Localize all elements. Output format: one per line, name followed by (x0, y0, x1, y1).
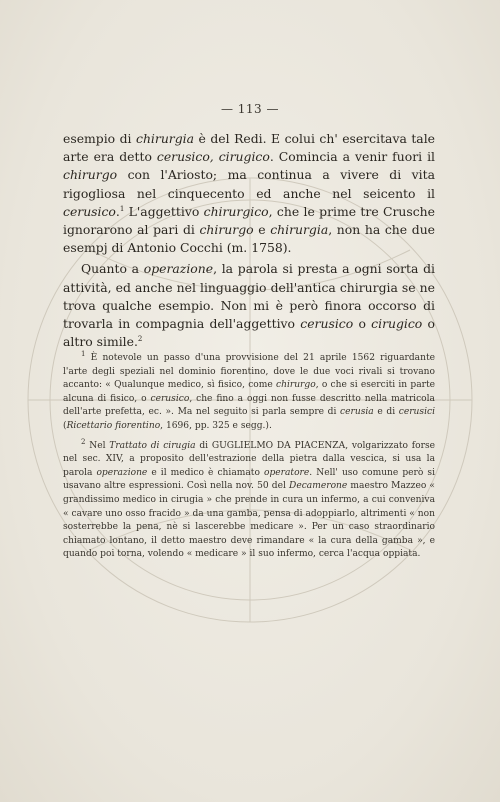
italic-term: Ricettario fiorentino (66, 420, 161, 431)
footnote-marker: 2 (81, 437, 86, 446)
italic-term: cerusico (300, 316, 354, 332)
italic-term: chirurgico (203, 203, 269, 219)
italic-term: chirurgia (270, 222, 329, 238)
text-run: e (253, 222, 271, 238)
text-run: è del Redi. E colui ch' esercitava tale arte era detto (63, 131, 435, 165)
text-run: , 1696, pp. 325 e segg.). (160, 420, 272, 431)
italic-term: chirurgia (136, 131, 195, 146)
footnote-ref: 2 (137, 335, 143, 344)
footnote (63, 349, 435, 434)
text-run: o (353, 316, 372, 332)
italic-term: cerusico (63, 203, 116, 219)
footnote-marker: 1 (81, 349, 86, 358)
text-run: Quanto a (81, 261, 144, 277)
text-run: e di (373, 407, 399, 418)
text-run: di GUGLIELMO DA PIACENZA, volgarizzato forse nel sec. XIV, a proposito dell'estrazione della pietra dalla vescica, si usa la parola (63, 440, 435, 478)
italic-term: chirurgo (276, 380, 316, 391)
italic-term: cerusia (340, 407, 374, 418)
text-run: esempio di (63, 131, 137, 146)
page-number: — 113 — (220, 102, 280, 116)
text-run: . (115, 203, 120, 219)
italic-term: Trattato di cirugia (109, 440, 196, 451)
text-run: Nel (85, 440, 110, 451)
text-run: , che fino a oggi non fusse descritto nella matricola dell'arte prefetta, ec. ». Ma nel seguito si parla sempre di (63, 393, 435, 418)
italic-term: chirurgo (63, 167, 118, 183)
text-run: o altro simile. (63, 316, 435, 350)
footnotes (63, 349, 435, 562)
italic-term: cerusico, cirugico (156, 149, 270, 165)
text-run: con l'Ariosto; ma continua a vivere di vita rigogliosa nel cinquecento ed anche nel seicento il (63, 167, 435, 201)
text-run: . Nell' uso comune però si usavano altre espressioni. Così nella nov. 50 del (63, 467, 435, 492)
italic-term: chirurgo (199, 222, 254, 238)
text-run: , che le prime tre Crusche ignorarono al pari di (63, 203, 435, 238)
text-run: , o che si eserciti in parte alcuna di fisico, o (63, 380, 435, 404)
italic-term: cerusici (398, 407, 435, 418)
text-run: L'aggettivo (124, 203, 204, 219)
main-text (63, 130, 435, 351)
italic-term: operazione (96, 467, 148, 478)
text-run: . Comincia a venir fuori il (269, 149, 435, 165)
italic-term: cerusico (150, 393, 190, 404)
text-run: , la parola si presta a ogni sorta di attività, ed anche nel linguaggio dell'antica chirurgia se ne trova qualche esempio. Non mi è però finora occorso di trovarla in compagnia dell'aggettivo (63, 261, 435, 332)
text-run: ( (63, 420, 67, 431)
italic-term: cirugico (371, 316, 423, 332)
footnote-ref: 1 (119, 204, 125, 213)
italic-term: operazione (143, 261, 214, 277)
italic-term: operatore (263, 467, 310, 478)
text-run: e il medico è chiamato (147, 467, 264, 478)
text-run: maestro Mazzeo « grandissimo medico in cirugia » che prende in cura un infermo, a cui conveniva « cavare uno osso fracido » da una gamba, pensa di adoppiarlo, altrimenti « non sosterrebbe la pena, nè si lascerebbe medicare ». Per un caso straordinario chiamato lontano, il detto maestro deve rimandare « la cura della gamba », e quando poi torna, volendo « medicare » il suo infermo, cerca l'acqua oppiata. (63, 481, 435, 560)
text-run: È notevole un passo d'una provvisione del 21 aprile 1562 riguardante l'arte degli speziali nel dominio fiorentino, dove le due voci rivali si trovano accanto: « Qualunque medico, sì fisico, come (63, 353, 435, 391)
paragraph (63, 130, 435, 257)
text-run: , non ha che due esempj di Antonio Cocchi (m. 1758). (63, 222, 436, 256)
footnote (63, 437, 435, 562)
italic-term: Decamerone (289, 481, 348, 492)
paragraph (63, 260, 435, 351)
